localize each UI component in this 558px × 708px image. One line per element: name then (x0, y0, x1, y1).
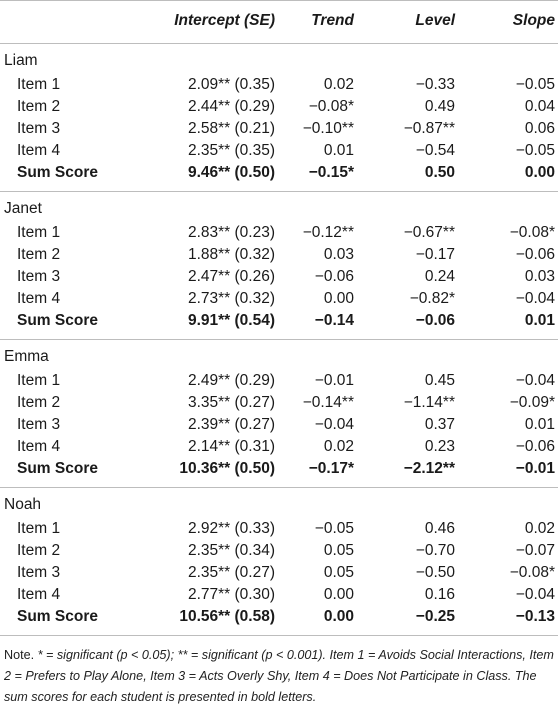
cell-label: Item 4 (17, 290, 61, 307)
cell-trend: 0.03 (323, 246, 354, 263)
cell-label: Item 2 (17, 246, 61, 263)
cell-intercept: 3.35** (0.27) (187, 394, 275, 411)
cell-level: 0.45 (424, 372, 455, 389)
cell-level: −0.33 (415, 76, 455, 93)
group-name-row (0, 44, 558, 74)
table-row (0, 288, 558, 310)
cell-label: Item 1 (17, 372, 61, 389)
table-row (0, 562, 558, 584)
group-name-row (0, 488, 558, 518)
cell-intercept: 2.92** (0.33) (187, 520, 275, 537)
cell-trend: −0.10** (302, 120, 354, 137)
cell-level: 0.49 (424, 98, 455, 115)
cell-level: 0.16 (424, 586, 455, 603)
note-prefix: Note. (4, 648, 38, 662)
table-row (0, 266, 558, 288)
group-name: Janet (4, 200, 42, 217)
header-level: Level (415, 12, 455, 29)
cell-trend: 0.00 (323, 290, 354, 307)
cell-intercept: 10.36** (0.50) (179, 460, 275, 477)
header-trend: Trend (311, 12, 354, 29)
cell-level: −0.17 (415, 246, 455, 263)
cell-label: Sum Score (17, 164, 98, 181)
cell-intercept: 2.44** (0.29) (187, 98, 275, 115)
cell-label: Item 3 (17, 268, 61, 285)
group-divider (0, 480, 558, 488)
table-row (0, 540, 558, 562)
cell-slope: −0.01 (515, 460, 555, 477)
cell-slope: 0.01 (524, 416, 555, 433)
cell-slope: −0.04 (515, 290, 555, 307)
cell-level: −0.06 (415, 312, 455, 329)
cell-slope: −0.04 (515, 586, 555, 603)
cell-slope: −0.08* (509, 224, 555, 241)
table-row (0, 518, 558, 540)
table-row (0, 436, 558, 458)
cell-slope: −0.13 (515, 608, 555, 625)
cell-intercept: 2.35** (0.34) (187, 542, 275, 559)
cell-intercept: 2.35** (0.27) (187, 564, 275, 581)
cell-slope: 0.02 (524, 520, 555, 537)
sum-score-row (0, 606, 558, 628)
table-row (0, 414, 558, 436)
cell-level: 0.37 (424, 416, 455, 433)
cell-slope: 0.03 (524, 268, 555, 285)
cell-trend: −0.05 (314, 520, 354, 537)
cell-trend: −0.06 (314, 268, 354, 285)
table-row (0, 118, 558, 140)
cell-intercept: 2.58** (0.21) (187, 120, 275, 137)
cell-label: Sum Score (17, 312, 98, 329)
cell-label: Item 2 (17, 394, 61, 411)
cell-intercept: 2.49** (0.29) (187, 372, 275, 389)
cell-slope: −0.05 (515, 76, 555, 93)
group-name-row (0, 340, 558, 370)
table-header (0, 0, 558, 44)
cell-intercept: 2.73** (0.32) (187, 290, 275, 307)
cell-label: Item 2 (17, 98, 61, 115)
header-slope: Slope (512, 12, 555, 29)
cell-intercept: 2.77** (0.30) (187, 586, 275, 603)
cell-trend: 0.05 (323, 542, 354, 559)
cell-trend: 0.00 (323, 586, 354, 603)
cell-label: Item 3 (17, 416, 61, 433)
cell-slope: −0.07 (515, 542, 555, 559)
cell-intercept: 9.46** (0.50) (187, 164, 275, 181)
cell-slope: −0.05 (515, 142, 555, 159)
cell-level: −0.87** (403, 120, 455, 137)
cell-trend: −0.14 (314, 312, 354, 329)
cell-intercept: 2.35** (0.35) (187, 142, 275, 159)
cell-label: Item 4 (17, 142, 61, 159)
group-divider (0, 628, 558, 636)
cell-slope: 0.06 (524, 120, 555, 137)
group-divider (0, 332, 558, 340)
cell-intercept: 2.09** (0.35) (187, 76, 275, 93)
cell-label: Item 1 (17, 224, 61, 241)
cell-slope: −0.08* (509, 564, 555, 581)
table-row (0, 96, 558, 118)
cell-level: −0.54 (415, 142, 455, 159)
cell-trend: 0.01 (323, 142, 354, 159)
cell-label: Sum Score (17, 608, 98, 625)
cell-slope: −0.06 (515, 246, 555, 263)
cell-trend: 0.05 (323, 564, 354, 581)
cell-slope: −0.09* (509, 394, 555, 411)
cell-label: Item 4 (17, 586, 61, 603)
cell-label: Sum Score (17, 460, 98, 477)
cell-intercept: 2.39** (0.27) (187, 416, 275, 433)
cell-level: −0.70 (415, 542, 455, 559)
cell-level: −0.82* (409, 290, 455, 307)
cell-slope: −0.04 (515, 372, 555, 389)
table-row (0, 392, 558, 414)
cell-trend: 0.02 (323, 438, 354, 455)
cell-slope: 0.00 (524, 164, 555, 181)
cell-level: 0.46 (424, 520, 455, 537)
cell-slope: 0.04 (524, 98, 555, 115)
cell-label: Item 1 (17, 520, 61, 537)
cell-level: −2.12** (403, 460, 455, 477)
cell-trend: −0.15* (308, 164, 354, 181)
group-name: Noah (4, 496, 42, 513)
cell-level: −0.50 (415, 564, 455, 581)
note-body: * = significant (p < 0.05); ** = significant (p < 0.001). Item 1 = Avoids Social Interactions, Item 2 = Prefers to Play Alone, Item 3 = Acts Overly Shy, Item 4 = Does Not Participate in Class. The sum scores for each student is presented in bold letters. (4, 648, 554, 704)
group-name: Liam (4, 52, 38, 69)
table-row (0, 74, 558, 96)
header-intercept: Intercept (SE) (174, 12, 275, 29)
cell-level: −1.14** (403, 394, 455, 411)
cell-level: 0.23 (424, 438, 455, 455)
sum-score-row (0, 162, 558, 184)
table-body (0, 44, 558, 636)
table-row (0, 140, 558, 162)
sum-score-row (0, 310, 558, 332)
cell-trend: −0.17* (308, 460, 354, 477)
cell-trend: −0.04 (314, 416, 354, 433)
cell-intercept: 2.83** (0.23) (187, 224, 275, 241)
cell-trend: 0.00 (323, 608, 354, 625)
table-row (0, 584, 558, 606)
cell-trend: −0.12** (302, 224, 354, 241)
cell-level: 0.24 (424, 268, 455, 285)
cell-slope: 0.01 (524, 312, 555, 329)
cell-label: Item 4 (17, 438, 61, 455)
group-divider (0, 184, 558, 192)
cell-trend: −0.01 (314, 372, 354, 389)
table-row (0, 244, 558, 266)
cell-trend: 0.02 (323, 76, 354, 93)
cell-level: −0.67** (403, 224, 455, 241)
cell-label: Item 2 (17, 542, 61, 559)
cell-slope: −0.06 (515, 438, 555, 455)
table-note (4, 645, 554, 708)
cell-intercept: 2.14** (0.31) (187, 438, 275, 455)
cell-intercept: 10.56** (0.58) (179, 608, 275, 625)
cell-label: Item 3 (17, 120, 61, 137)
cell-level: −0.25 (415, 608, 455, 625)
group-name: Emma (4, 348, 49, 365)
cell-intercept: 2.47** (0.26) (187, 268, 275, 285)
table-row (0, 370, 558, 392)
cell-level: 0.50 (424, 164, 455, 181)
cell-trend: −0.14** (302, 394, 354, 411)
group-name-row (0, 192, 558, 222)
cell-trend: −0.08* (308, 98, 354, 115)
cell-label: Item 3 (17, 564, 61, 581)
cell-label: Item 1 (17, 76, 61, 93)
table-row (0, 222, 558, 244)
cell-intercept: 1.88** (0.32) (187, 246, 275, 263)
cell-intercept: 9.91** (0.54) (187, 312, 275, 329)
sum-score-row (0, 458, 558, 480)
